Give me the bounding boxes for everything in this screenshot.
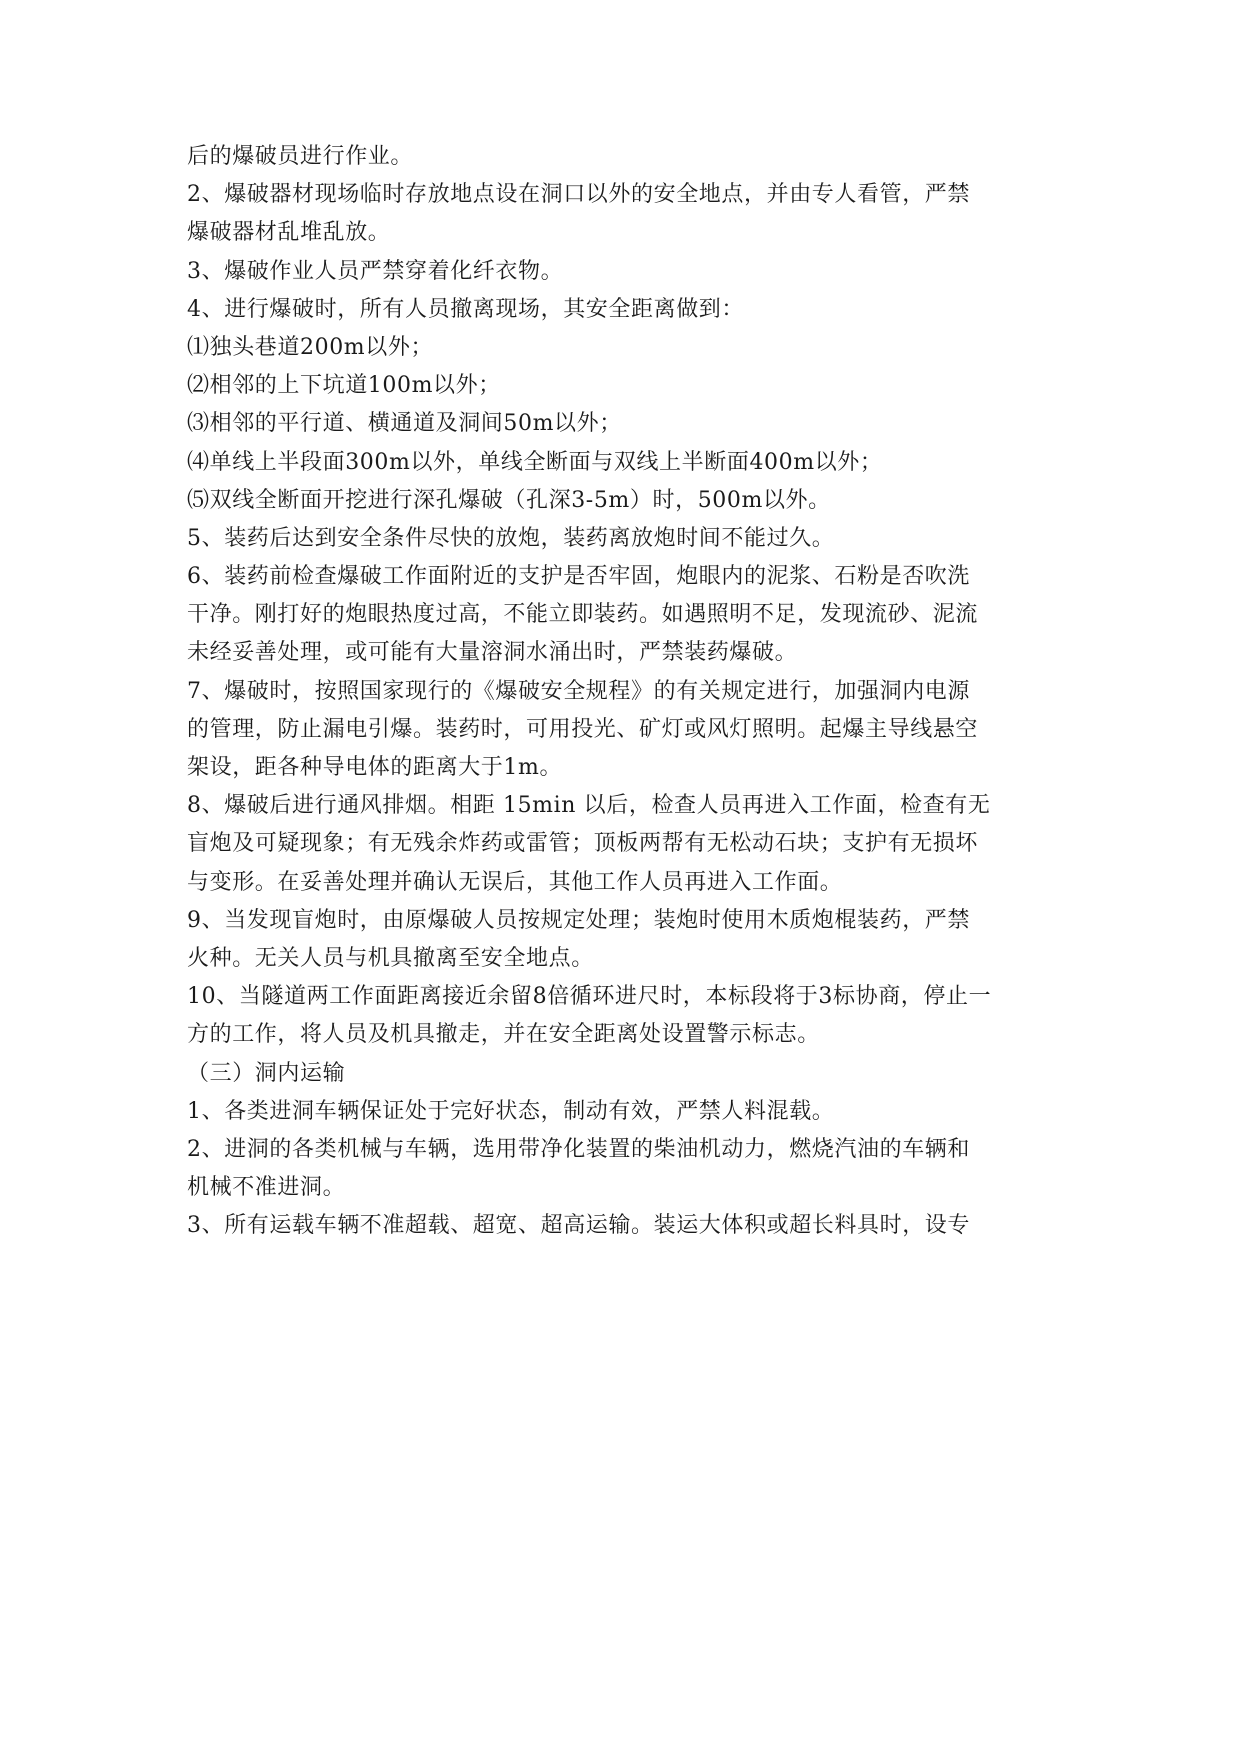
paragraph-item-10	[187, 978, 1057, 1054]
text-line: 3、爆破作业人员严禁穿着化纤衣物。	[187, 258, 564, 284]
paragraph-item-2	[187, 176, 1057, 252]
document-page	[187, 138, 1057, 1245]
paragraph-transport-1	[187, 1093, 1057, 1131]
paragraph-item-7	[187, 673, 1057, 788]
text-line: 3、所有运载车辆不准超载、超宽、超高运输。装运大体积或超长料具时，设专	[187, 1213, 970, 1239]
text-line: ⑶相邻的平行道、横通道及洞间50m以外；	[187, 411, 622, 437]
text-line: 盲炮及可疑现象；有无残余炸药或雷管；顶板两帮有无松动石块；支护有无损坏	[187, 831, 979, 857]
section-heading-tunnel-transport	[187, 1055, 1057, 1093]
text-line: ⑴独头巷道200m以外；	[187, 334, 434, 360]
text-line: 爆破器材乱堆乱放。	[187, 220, 391, 246]
text-line: 机械不准进洞。	[187, 1175, 346, 1201]
paragraph-continuation	[187, 138, 1057, 176]
text-line: ⑷单线上半段面300m以外，单线全断面与双线上半断面400m以外；	[187, 449, 883, 475]
text-line: 与变形。在妥善处理并确认无误后，其他工作人员再进入工作面。	[187, 869, 843, 895]
text-line: 的管理，防止漏电引爆。装药时，可用投光、矿灯或风灯照明。起爆主导线悬空	[187, 716, 979, 742]
paragraph-item-4	[187, 291, 1057, 329]
text-line: 5、装药后达到安全条件尽快的放炮，装药离放炮时间不能过久。	[187, 525, 835, 551]
text-line: 1、各类进洞车辆保证处于完好状态，制动有效，严禁人料混载。	[187, 1098, 835, 1124]
paragraph-item-3	[187, 253, 1057, 291]
paragraph-item-5	[187, 520, 1057, 558]
paragraph-transport-2	[187, 1131, 1057, 1207]
text-line: 9、当发现盲炮时，由原爆破人员按规定处理；装炮时使用木质炮棍装药，严禁	[187, 907, 970, 933]
text-line: 7、爆破时，按照国家现行的《爆破安全规程》的有关规定进行，加强洞内电源	[187, 678, 970, 704]
text-line: 8、爆破后进行通风排烟。相距 15min 以后，检查人员再进入工作面，检查有无	[187, 793, 991, 819]
paragraph-sub-5	[187, 482, 1057, 520]
paragraph-sub-4	[187, 444, 1057, 482]
paragraph-item-6	[187, 558, 1057, 673]
text-line: 方的工作，将人员及机具撤走，并在安全距离处设置警示标志。	[187, 1022, 820, 1048]
text-line: 后的爆破员进行作业。	[187, 144, 414, 169]
text-line: 2、进洞的各类机械与车辆，选用带净化装置的柴油机动力，燃烧汽油的车辆和	[187, 1136, 970, 1162]
paragraph-item-9	[187, 902, 1057, 978]
paragraph-transport-3	[187, 1207, 1057, 1245]
paragraph-item-8	[187, 787, 1057, 902]
section-heading-text: （三）洞内运输	[187, 1060, 346, 1086]
paragraph-sub-2	[187, 367, 1057, 405]
text-line: 火种。无关人员与机具撤离至安全地点。	[187, 945, 594, 971]
text-line: 架设，距各种导电体的距离大于1m。	[187, 755, 563, 780]
text-line: ⑸双线全断面开挖进行深孔爆破（孔深3-5m）时，500m以外。	[187, 487, 831, 513]
text-line: 6、装药前检查爆破工作面附近的支护是否牢固，炮眼内的泥浆、石粉是否吹洗	[187, 564, 970, 590]
paragraph-sub-3	[187, 405, 1057, 443]
text-line: 未经妥善处理，或可能有大量溶洞水涌出时，严禁装药爆破。	[187, 640, 798, 666]
text-line: ⑵相邻的上下坑道100m以外；	[187, 373, 501, 399]
text-line: 10、当隧道两工作面距离接近余留8倍循环进尺时，本标段将于3标协商，停止一	[187, 984, 992, 1010]
text-line: 干净。刚打好的炮眼热度过高，不能立即装药。如遇照明不足，发现流砂、泥流	[187, 602, 979, 628]
text-line: 4、进行爆破时，所有人员撤离现场，其安全距离做到：	[187, 296, 744, 322]
paragraph-sub-1	[187, 329, 1057, 367]
text-line: 2、爆破器材现场临时存放地点设在洞口以外的安全地点，并由专人看管，严禁	[187, 182, 970, 208]
